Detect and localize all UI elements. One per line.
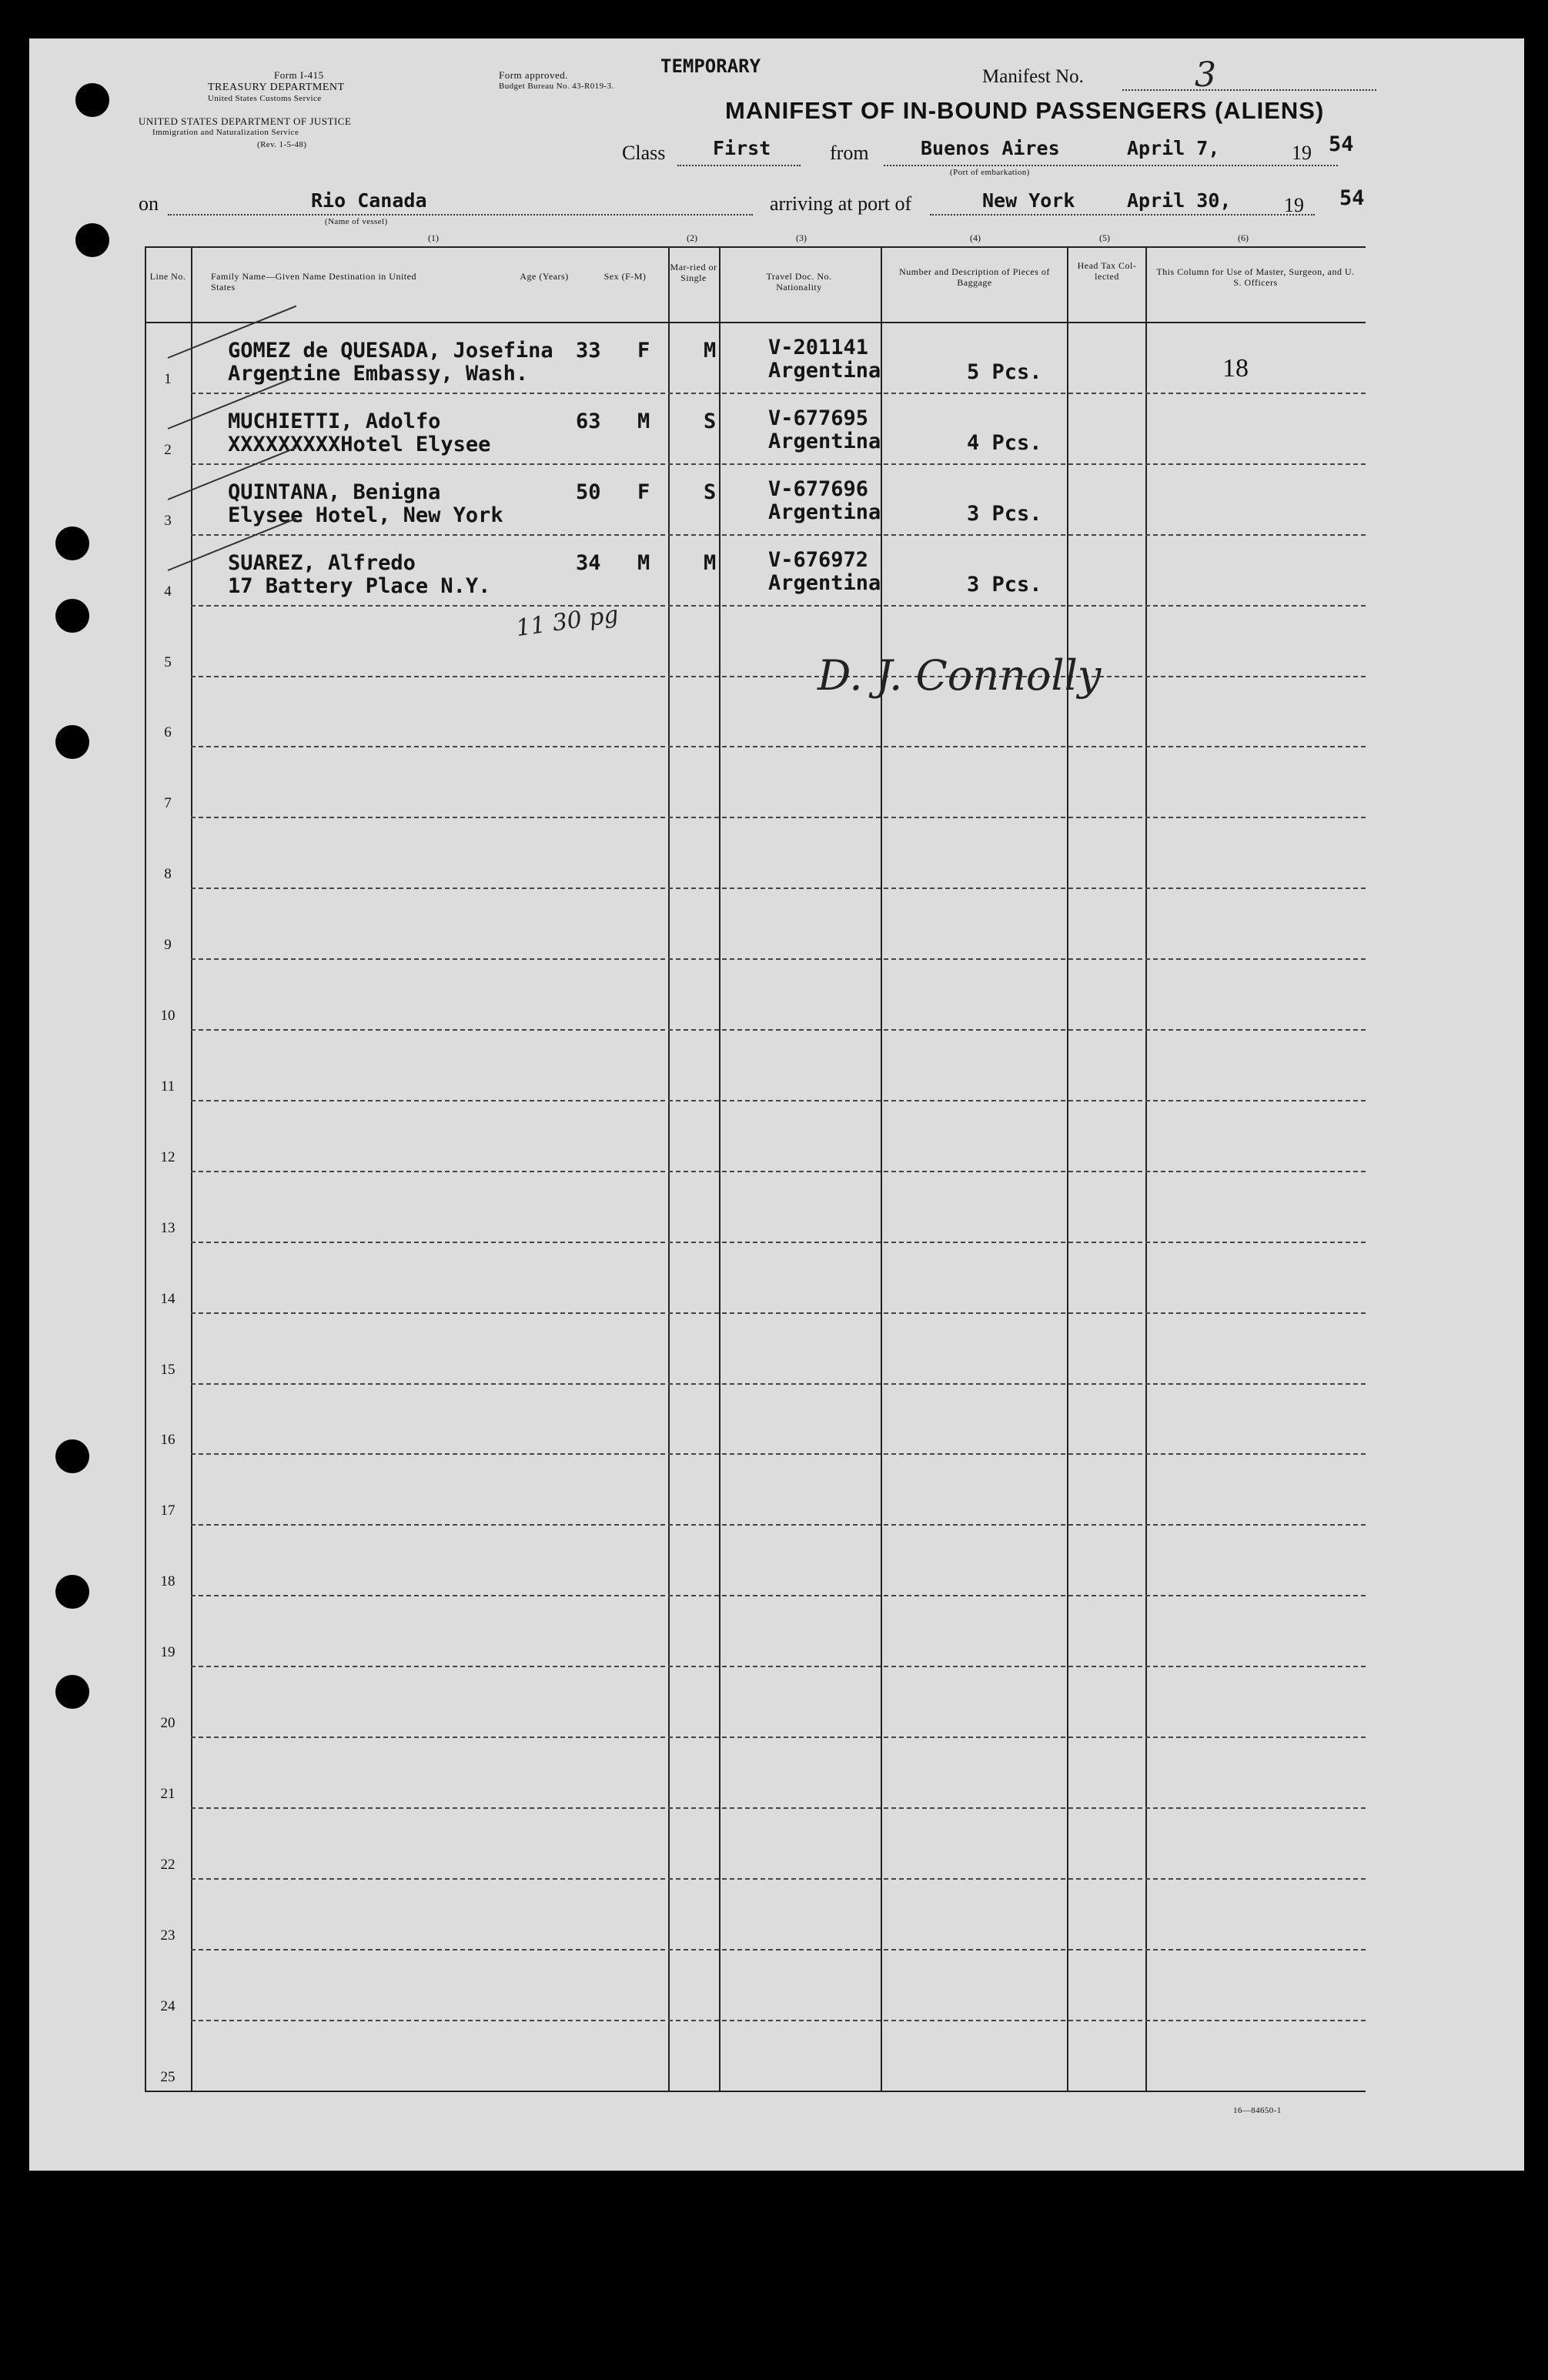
passenger-name: QUINTANA, Benigna: [228, 480, 441, 504]
column-divider: [1145, 246, 1147, 2092]
column-divider: [191, 246, 192, 2092]
treasury-label: TREASURY DEPARTMENT: [208, 82, 345, 93]
column-number: (4): [970, 232, 981, 243]
print-code: 16—84650-1: [1233, 2106, 1282, 2115]
column-number: (2): [687, 232, 697, 243]
column-divider: [1067, 246, 1068, 2092]
budget-bureau: Budget Bureau No. 43-R019-3.: [499, 82, 614, 91]
line-number: 21: [160, 1785, 176, 1802]
temporary-stamp: TEMPORARY: [660, 55, 761, 77]
departure-year-prefix: 19: [1292, 142, 1312, 164]
time-note: 11 30 pg: [514, 600, 620, 643]
header-line-no: Line No.: [149, 271, 186, 282]
line-number: 17: [160, 1503, 176, 1519]
row-separator: [191, 887, 1366, 889]
column-number: (1): [428, 232, 439, 243]
embark-line: [884, 165, 1338, 166]
table-bottom-border: [145, 2091, 1366, 2092]
row-separator: [191, 1666, 1366, 1667]
punch-hole: [55, 1675, 89, 1709]
passenger-sex: F: [637, 480, 650, 504]
manifest-title: MANIFEST OF IN-BOUND PASSENGERS (ALIENS): [725, 97, 1325, 124]
column-divider: [668, 246, 670, 2092]
arrival-year: 54: [1339, 186, 1365, 210]
passenger-destination: Argentine Embassy, Wash.: [228, 361, 529, 386]
passenger-baggage: 5 Pcs.: [967, 359, 1042, 384]
vessel-line: [168, 214, 753, 216]
passenger-nationality: Argentina: [768, 500, 881, 524]
line-number: 2: [164, 441, 172, 458]
signature: D. J. Connolly: [817, 651, 1102, 700]
manifest-no-value: 3: [1195, 55, 1216, 95]
row-separator: [191, 534, 1366, 536]
passenger-baggage: 4 Pcs.: [967, 430, 1042, 455]
passenger-sex: M: [637, 409, 650, 433]
line-number: 6: [164, 724, 172, 741]
line-number: 5: [164, 653, 172, 670]
row-separator: [191, 463, 1366, 465]
port-of-embarkation: Buenos Aires: [921, 137, 1060, 159]
column-divider: [145, 246, 146, 2092]
table-header-border: [145, 322, 1366, 323]
passenger-destination: XXXXXXXXXHotel Elysee: [228, 432, 491, 456]
row-separator: [191, 958, 1366, 960]
arriving-label: arriving at port of: [770, 192, 912, 215]
line-number: 1: [164, 370, 172, 387]
manifest-sheet: [29, 38, 1524, 2171]
arrival-port: New York: [982, 189, 1075, 212]
header-married: Mar-ried or Single: [670, 262, 717, 283]
customs-label: United States Customs Service: [208, 94, 322, 103]
departure-year: 54: [1329, 132, 1354, 156]
row-separator: [191, 1242, 1366, 1243]
passenger-nationality: Argentina: [768, 570, 881, 595]
passenger-marital: M: [704, 338, 717, 363]
row-separator: [191, 605, 1366, 607]
row-separator: [191, 393, 1366, 394]
officer-note: 18: [1222, 353, 1249, 383]
passenger-age: 34: [576, 550, 601, 575]
punch-hole: [75, 223, 109, 257]
line-number: 22: [160, 1856, 176, 1873]
row-separator: [191, 1878, 1366, 1880]
passenger-marital: S: [704, 409, 717, 433]
class-value: First: [713, 137, 771, 159]
header-baggage: Number and Description of Pieces of Baggage: [899, 266, 1050, 288]
passenger-sex: M: [637, 550, 650, 575]
header-head-tax: Head Tax Col-lected: [1077, 260, 1137, 282]
form-number: Form I-415: [274, 69, 324, 81]
arrival-date: April 30,: [1127, 189, 1232, 212]
header-name: Family Name—Given Name Destination in United States: [211, 271, 416, 292]
row-separator: [191, 1453, 1366, 1455]
line-number: 16: [160, 1432, 176, 1449]
vessel-caption: (Name of vessel): [325, 217, 388, 226]
row-separator: [191, 746, 1366, 747]
punch-hole: [55, 599, 89, 633]
passenger-nationality: Argentina: [768, 429, 881, 453]
header-travel-doc: Travel Doc. No. Nationality: [766, 271, 832, 292]
line-number: 12: [160, 1148, 176, 1165]
row-separator: [191, 1595, 1366, 1596]
header-officers: This Column for Use of Master, Surgeon, and U. S. Officers: [1156, 266, 1355, 288]
row-separator: [191, 1383, 1366, 1385]
line-number: 8: [164, 866, 172, 883]
column-number: (5): [1099, 232, 1110, 243]
passenger-name: GOMEZ de QUESADA, Josefina: [228, 338, 553, 363]
arrival-line: [930, 214, 1315, 216]
line-number: 20: [160, 1715, 176, 1731]
punch-hole: [55, 1575, 89, 1609]
line-number: 11: [160, 1078, 176, 1095]
passenger-travel-doc: V-677695: [768, 406, 869, 430]
line-number: 13: [160, 1219, 176, 1236]
row-separator: [191, 1029, 1366, 1031]
passenger-destination: 17 Battery Place N.Y.: [228, 573, 491, 598]
passenger-name: SUAREZ, Alfredo: [228, 550, 416, 575]
passenger-baggage: 3 Pcs.: [967, 501, 1042, 526]
line-number: 23: [160, 1927, 176, 1944]
passenger-baggage: 3 Pcs.: [967, 572, 1042, 597]
header-sex: Sex (F-M): [603, 271, 647, 282]
vessel-name: Rio Canada: [311, 189, 427, 212]
row-separator: [191, 1949, 1366, 1950]
line-number: 4: [164, 583, 172, 600]
row-separator: [191, 2020, 1366, 2021]
column-number: (6): [1238, 232, 1249, 243]
from-label: from: [830, 142, 869, 164]
punch-hole: [55, 1439, 89, 1473]
row-separator: [191, 1737, 1366, 1738]
line-number: 15: [160, 1361, 176, 1378]
punch-hole: [55, 526, 89, 560]
embark-caption: (Port of embarkation): [950, 168, 1030, 177]
row-separator: [191, 1524, 1366, 1526]
class-line: [677, 165, 801, 166]
passenger-age: 33: [576, 338, 601, 363]
passenger-sex: F: [637, 338, 650, 363]
passenger-travel-doc: V-201141: [768, 335, 869, 359]
row-separator: [191, 817, 1366, 818]
passenger-destination: Elysee Hotel, New York: [228, 503, 503, 527]
arrival-year-prefix: 19: [1284, 194, 1304, 216]
punch-hole: [75, 83, 109, 117]
line-number: 14: [160, 1290, 176, 1307]
passenger-marital: S: [704, 480, 717, 504]
passenger-age: 63: [576, 409, 601, 433]
row-separator: [191, 676, 1366, 677]
passenger-name: MUCHIETTI, Adolfo: [228, 409, 441, 433]
passenger-marital: M: [704, 550, 717, 575]
immigration-label: Immigration and Naturalization Service: [152, 128, 299, 137]
line-number: 19: [160, 1644, 176, 1661]
header-age: Age (Years): [520, 271, 569, 282]
justice-label: UNITED STATES DEPARTMENT OF JUSTICE: [139, 115, 352, 127]
revision-label: (Rev. 1-5-48): [257, 140, 307, 149]
line-number: 24: [160, 1997, 176, 2014]
form-approved: Form approved.: [499, 69, 569, 81]
line-number: 18: [160, 1573, 176, 1590]
line-number: 9: [164, 937, 172, 954]
line-number: 10: [160, 1008, 176, 1024]
line-number: 3: [164, 512, 172, 529]
row-separator: [191, 1312, 1366, 1314]
passenger-travel-doc: V-676972: [768, 547, 869, 572]
manifest-no-line: [1122, 89, 1376, 91]
passenger-travel-doc: V-677696: [768, 476, 869, 501]
table-top-border: [145, 246, 1366, 248]
punch-hole: [55, 725, 89, 759]
row-separator: [191, 1171, 1366, 1172]
column-divider: [719, 246, 721, 2092]
passenger-nationality: Argentina: [768, 358, 881, 383]
passenger-age: 50: [576, 480, 601, 504]
line-number: 7: [164, 795, 172, 812]
departure-date: April 7,: [1127, 137, 1220, 159]
manifest-no-label: Manifest No.: [982, 66, 1084, 87]
on-label: on: [139, 192, 159, 215]
class-label: Class: [622, 142, 666, 164]
line-number: 25: [160, 2068, 176, 2085]
row-separator: [191, 1807, 1366, 1809]
column-number: (3): [796, 232, 807, 243]
row-separator: [191, 1100, 1366, 1101]
